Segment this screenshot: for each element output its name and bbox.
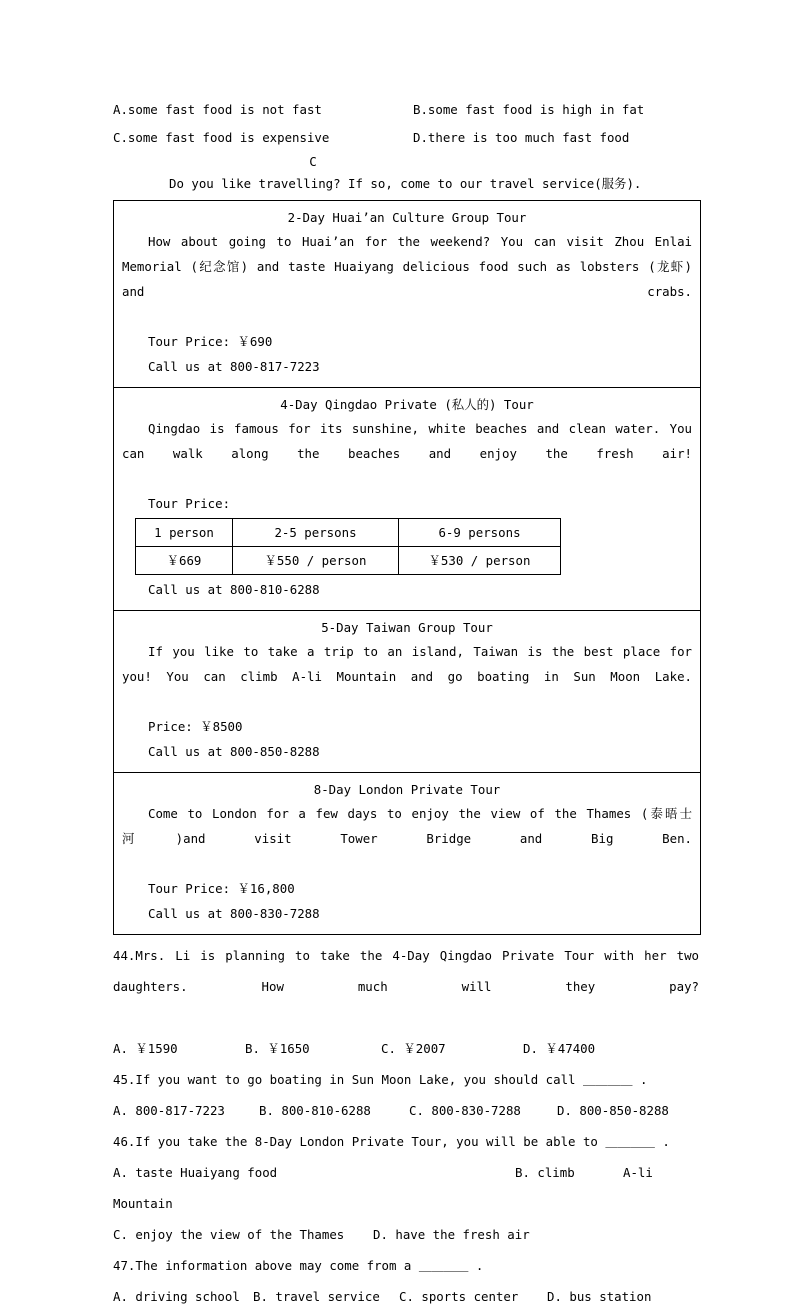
- tour-paragraph-2: Qingdao is famous for its sunshine, white beaches and clean water. You can walk along the beaches and enjoy the fresh air!: [122, 421, 692, 461]
- price-header-3: 6-9 persons: [399, 519, 561, 547]
- price-table-header-row: [136, 519, 561, 547]
- tour-title-1: 2-Day Huai’an Culture Group Tour: [287, 210, 527, 225]
- q47-option-a[interactable]: A. driving school: [113, 1289, 240, 1304]
- tour-price-label-2: Tour Price:: [148, 496, 231, 511]
- tour-table: [113, 200, 701, 935]
- q45-option-b[interactable]: B. 800-810-6288: [259, 1103, 371, 1118]
- q46-option-a[interactable]: A. taste Huaiyang food: [113, 1165, 278, 1180]
- q47-option-c[interactable]: C. sports center: [399, 1289, 519, 1304]
- question-45: [113, 1064, 699, 1126]
- tour-title-4: 8-Day London Private Tour: [313, 782, 501, 797]
- price-value-3: ￥530 / person: [399, 547, 561, 575]
- q46-option-b-tail[interactable]: A-li: [623, 1165, 653, 1180]
- tour-cell-1: [114, 201, 700, 388]
- price-value-1: ￥669: [136, 547, 233, 575]
- price-header-2: 2-5 persons: [233, 519, 399, 547]
- question-46-stem: 46.If you take the 8-Day London Private Tour, you will be able to ＿＿＿＿ .: [113, 1134, 670, 1149]
- top-option-row-1: [113, 96, 699, 124]
- q44-option-b[interactable]: B. ￥1650: [245, 1041, 310, 1056]
- top-option-d: D.there is too much fast food: [413, 130, 630, 145]
- tour-paragraph-1: How about going to Huai’an for the weekend? You can visit Zhou Enlai Memorial (纪念馆) and taste Huaiyang delicious food such as lobsters (龙虾) and crabs.: [122, 234, 692, 299]
- document-content: [113, 96, 699, 1312]
- question-47-options: [113, 1281, 699, 1312]
- question-47: [113, 1250, 699, 1312]
- q44-option-a[interactable]: A. ￥1590: [113, 1041, 178, 1056]
- tour-call-1: Call us at 800-817-7223: [148, 359, 320, 374]
- question-44: [113, 940, 699, 1064]
- question-46: [113, 1126, 699, 1250]
- top-option-c: C.some fast food is expensive: [113, 130, 330, 145]
- tour-title-2: 4-Day Qingdao Private (私人的) Tour: [280, 397, 534, 412]
- q47-option-b[interactable]: B. travel service: [253, 1289, 380, 1304]
- tour-call-2: Call us at 800-810-6288: [148, 582, 320, 597]
- tour-call-3: Call us at 800-850-8288: [148, 744, 320, 759]
- q46-option-c[interactable]: C. enjoy the view of the Thames: [113, 1227, 345, 1242]
- q46-option-b-wrap: Mountain: [113, 1196, 173, 1211]
- top-option-row-2: [113, 124, 699, 152]
- q46-option-b[interactable]: B. climb: [515, 1165, 575, 1180]
- tour-title-3: 5-Day Taiwan Group Tour: [321, 620, 493, 635]
- top-option-a: A.some fast food is not fast: [113, 102, 322, 117]
- tour-cell-2: [114, 388, 700, 611]
- section-marker: C: [309, 154, 317, 169]
- intro-line: Do you like travelling? If so, come to our travel service(服务).: [169, 176, 642, 191]
- question-45-options: [113, 1095, 699, 1126]
- question-44-stem: 44.Mrs. Li is planning to take the 4-Day Qingdao Private Tour with her two daughters. How much will they pay?: [113, 948, 699, 994]
- tour-call-4: Call us at 800-830-7288: [148, 906, 320, 921]
- top-option-b: B.some fast food is high in fat: [413, 102, 645, 117]
- question-46-options-row-2: [113, 1219, 699, 1250]
- price-table-value-row: [136, 547, 561, 575]
- q44-option-c[interactable]: C. ￥2007: [381, 1041, 446, 1056]
- tour-price-4: Tour Price: ￥16,800: [148, 881, 295, 896]
- tour-cell-3: [114, 611, 700, 773]
- q45-option-c[interactable]: C. 800-830-7288: [409, 1103, 521, 1118]
- q46-option-d[interactable]: D. have the fresh air: [373, 1227, 530, 1242]
- q47-option-d[interactable]: D. bus station: [547, 1289, 652, 1304]
- question-47-stem: 47.The information above may come from a ＿＿＿＿ .: [113, 1258, 484, 1273]
- tour-cell-4: [114, 773, 700, 934]
- tour-price-1: Tour Price: ￥690: [148, 334, 273, 349]
- price-table: [135, 518, 561, 575]
- tour-paragraph-4: Come to London for a few days to enjoy the view of the Thames (泰晤士河)and visit Tower Bridge and Big Ben.: [122, 806, 692, 846]
- question-46-options-row-1: [113, 1157, 699, 1188]
- q45-option-d[interactable]: D. 800-850-8288: [557, 1103, 669, 1118]
- question-45-stem: 45.If you want to go boating in Sun Moon Lake, you should call ＿＿＿＿ .: [113, 1072, 648, 1087]
- price-value-2: ￥550 / person: [233, 547, 399, 575]
- q45-option-a[interactable]: A. 800-817-7223: [113, 1103, 225, 1118]
- question-44-options: [113, 1033, 699, 1064]
- tour-price-3: Price: ￥8500: [148, 719, 243, 734]
- tour-paragraph-3: If you like to take a trip to an island, Taiwan is the best place for you! You can climb A-li Mountain and go boating in Sun Moon Lake.: [122, 644, 692, 684]
- price-header-1: 1 person: [136, 519, 233, 547]
- q44-option-d[interactable]: D. ￥47400: [523, 1041, 596, 1056]
